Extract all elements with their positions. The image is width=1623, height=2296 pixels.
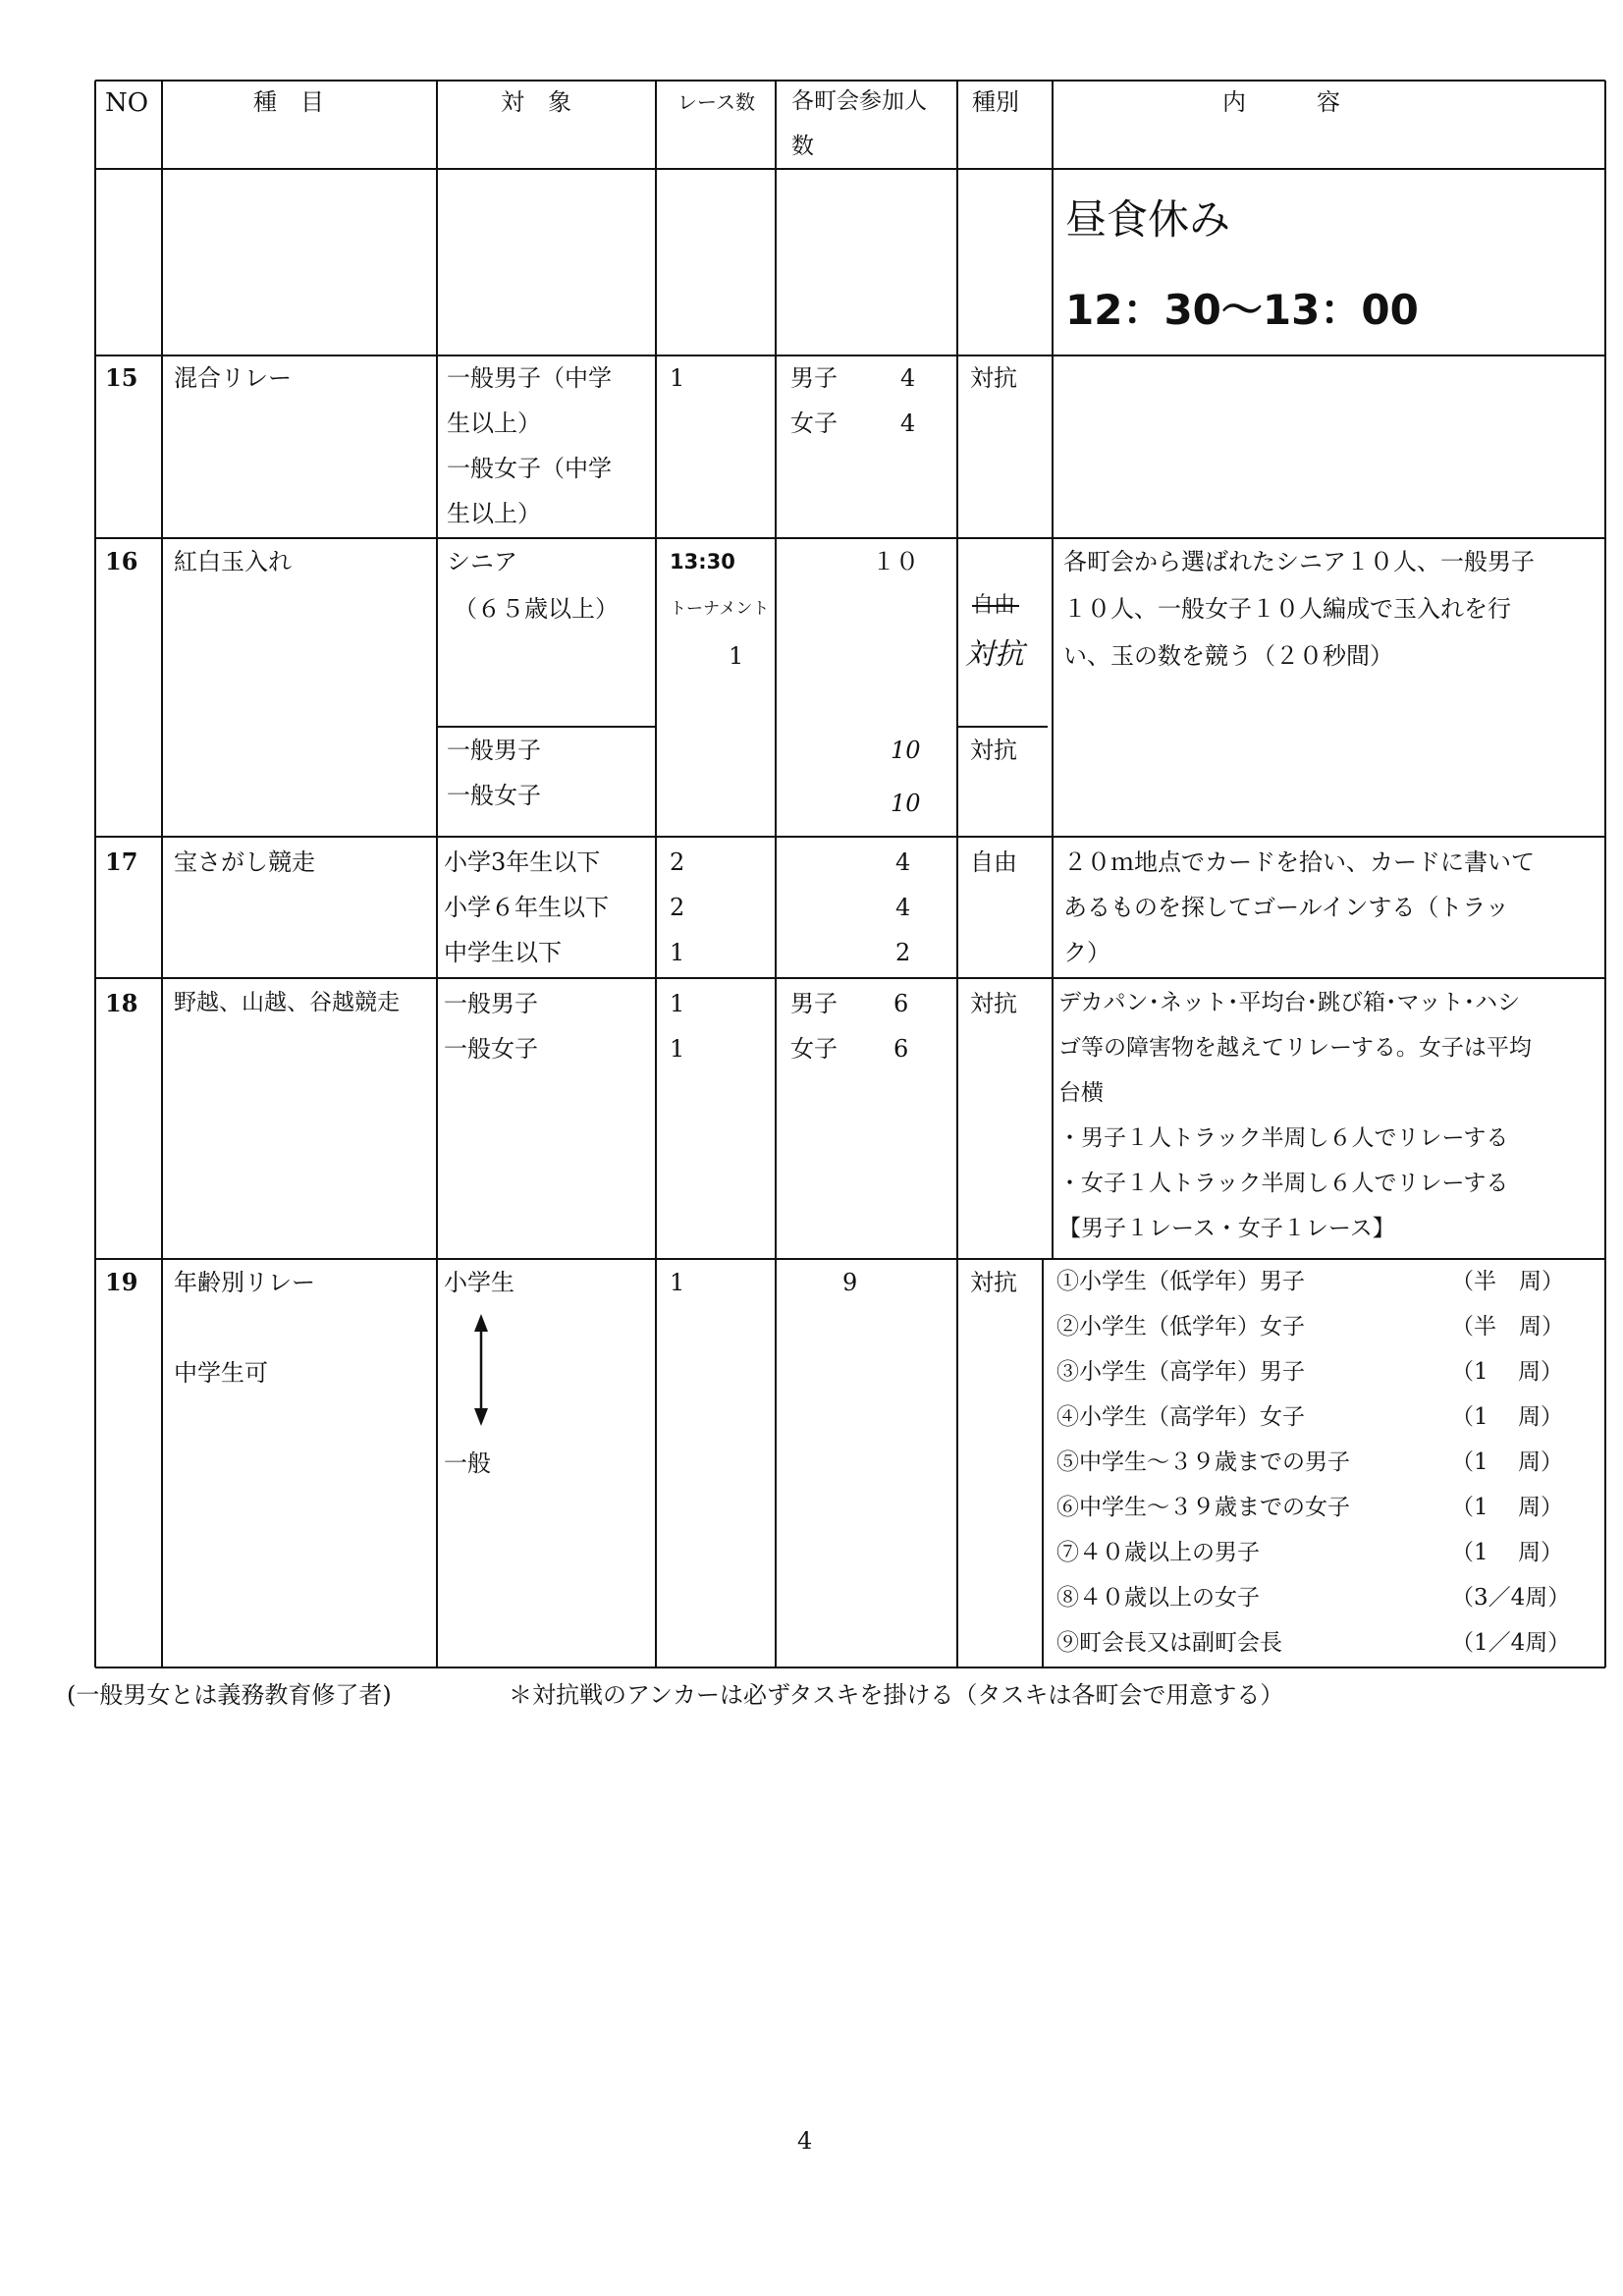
row17-content-1: ２０ｍ地点でカードを拾い、カードに書いて: [1063, 848, 1535, 876]
row19-item-6: ⑥中学生～３９歳までの女子: [1056, 1495, 1350, 1520]
row15-type: 対抗: [970, 364, 1017, 392]
row18-participants-count-1: 6: [893, 990, 909, 1017]
row15-races: 1: [670, 364, 685, 392]
row18-content-1: デカパン･ネット･平均台･跳び箱･マット･ハシ: [1058, 990, 1521, 1015]
header-type: 種別: [972, 88, 1019, 116]
row19-item-4: ④小学生（高学年）女子: [1056, 1404, 1305, 1430]
header-participants-line1: 各町会参加人: [791, 88, 927, 114]
row16-type-handwritten: 対抗: [965, 637, 1024, 672]
row19-participants: 9: [842, 1269, 858, 1296]
double-arrow-icon: [474, 1314, 488, 1426]
row15-target-2: 生以上）: [447, 410, 541, 437]
row15-participants-label-2: 女子: [790, 410, 838, 437]
row16-no: 16: [105, 547, 138, 575]
row19-no: 19: [105, 1268, 138, 1296]
row16-target-bottom-2: 一般女子: [447, 782, 541, 809]
row17-participants-3: 2: [895, 939, 911, 966]
row17-event: 宝さがし競走: [174, 848, 315, 876]
row15-event: 混合リレー: [174, 364, 292, 392]
row18-participants-count-2: 6: [893, 1035, 909, 1063]
row18-event: 野越、山越、谷越競走: [174, 990, 400, 1015]
row18-type: 対抗: [970, 990, 1017, 1017]
header-content: 内 容: [1222, 88, 1340, 116]
footnote-right: ＊対抗戦のアンカーは必ずタスキを掛ける（タスキは各町会で用意する）: [509, 1681, 1284, 1709]
row19-type: 対抗: [970, 1269, 1017, 1296]
row19-item-3: ③小学生（高学年）男子: [1056, 1359, 1305, 1385]
row19-dist-8: （3／4周）: [1451, 1585, 1571, 1611]
row18-races-1: 1: [670, 990, 685, 1017]
row18-content-6: 【男子１レース・女子１レース】: [1058, 1216, 1395, 1241]
row17-target-3: 中学生以下: [444, 939, 562, 966]
row15-participants-count-2: 4: [900, 410, 916, 437]
row18-participants-label-1: 男子: [790, 990, 838, 1017]
row18-content-3: 台横: [1058, 1080, 1104, 1106]
row17-target-2: 小学６年生以下: [444, 894, 609, 921]
row19-target-top: 小学生: [444, 1269, 514, 1296]
row19-item-2: ②小学生（低学年）女子: [1056, 1314, 1305, 1339]
row18-participants-label-2: 女子: [790, 1035, 838, 1063]
row15-target-1: 一般男子（中学: [447, 364, 612, 392]
row15-no: 15: [105, 363, 138, 392]
row18-no: 18: [105, 989, 138, 1017]
row19-dist-7: （1 周）: [1451, 1540, 1563, 1565]
row15-target-4: 生以上）: [447, 500, 541, 527]
row16-participants-bottom-2: 10: [891, 790, 921, 817]
row16-target-top-2: （６５歳以上）: [454, 595, 619, 623]
row19-item-8: ⑧４０歳以上の女子: [1056, 1585, 1260, 1611]
row18-target-2: 一般女子: [444, 1035, 538, 1063]
row18-content-4: ・男子１人トラック半周し６人でリレーする: [1058, 1125, 1509, 1151]
row18-content-2: ゴ等の障害物を越えてリレーする。女子は平均: [1058, 1035, 1532, 1061]
header-event: 種 目: [253, 88, 324, 116]
row17-content-3: ク）: [1063, 939, 1110, 966]
row18-races-2: 1: [670, 1035, 685, 1063]
row16-races-tournament: トーナメント: [670, 599, 770, 619]
row16-races-count: 1: [729, 642, 744, 670]
row17-content-2: あるものを探してゴールインする（トラッ: [1063, 894, 1509, 921]
row19-dist-9: （1／4周）: [1451, 1630, 1571, 1656]
row19-target-bottom: 一般: [444, 1449, 491, 1477]
row17-target-1: 小学3年生以下: [444, 848, 601, 876]
header-races: レース数: [677, 90, 755, 114]
row19-event: 年齢別リレー: [174, 1269, 315, 1296]
row17-type: 自由: [970, 848, 1017, 876]
row16-content-1: 各町会から選ばれたシニア１０人、一般男子: [1063, 548, 1535, 575]
row19-event-note: 中学生可: [174, 1359, 268, 1387]
row15-participants-label-1: 男子: [790, 364, 838, 392]
header-participants-line2: 数: [791, 134, 814, 159]
footnote-left: (一般男女とは義務教育修了者): [67, 1681, 392, 1709]
row19-item-5: ⑤中学生～３９歳までの男子: [1056, 1449, 1350, 1475]
page-number: 4: [797, 2127, 813, 2155]
row19-dist-3: （1 周）: [1451, 1359, 1563, 1385]
row19-dist-1: （半 周）: [1451, 1269, 1564, 1294]
row18-content-5: ・女子１人トラック半周し６人でリレーする: [1058, 1171, 1509, 1196]
header-no: NO: [105, 88, 149, 118]
row15-participants-count-1: 4: [900, 364, 916, 392]
row19-races: 1: [670, 1269, 685, 1296]
row19-item-9: ⑨町会長又は副町会長: [1056, 1630, 1282, 1656]
row19-dist-4: （1 周）: [1451, 1404, 1563, 1430]
row16-content-3: い、玉の数を競う（２０秒間）: [1063, 642, 1393, 670]
lunch-title: 昼食休み: [1065, 195, 1231, 244]
row19-dist-5: （1 周）: [1451, 1449, 1563, 1475]
row16-content-2: １０人、一般女子１０人編成で玉入れを行: [1063, 595, 1511, 623]
row18-target-1: 一般男子: [444, 990, 538, 1017]
row19-item-7: ⑦４０歳以上の男子: [1056, 1540, 1260, 1565]
row16-event: 紅白玉入れ: [174, 548, 292, 575]
row16-type-bottom: 対抗: [970, 737, 1017, 764]
lunch-time: 12：30～13：00: [1065, 286, 1419, 334]
row16-participants-top: １０: [872, 548, 919, 575]
row16-races-time: 13:30: [670, 550, 735, 574]
row15-target-3: 一般女子（中学: [447, 455, 612, 482]
row16-type-struck: 自由: [972, 593, 1016, 618]
row19-dist-2: （半 周）: [1451, 1314, 1564, 1339]
row16-target-bottom-1: 一般男子: [447, 737, 541, 764]
row16-participants-bottom-1: 10: [891, 737, 921, 764]
row17-no: 17: [105, 847, 138, 876]
row17-races-2: 2: [670, 894, 685, 921]
row17-races-3: 1: [670, 939, 685, 966]
row17-participants-2: 4: [895, 894, 911, 921]
row17-participants-1: 4: [895, 848, 911, 876]
header-target: 対 象: [501, 88, 571, 116]
row19-dist-6: （1 周）: [1451, 1495, 1563, 1520]
row19-item-1: ①小学生（低学年）男子: [1056, 1269, 1305, 1294]
row16-target-top-1: シニア: [447, 548, 517, 575]
row17-races-1: 2: [670, 848, 685, 876]
